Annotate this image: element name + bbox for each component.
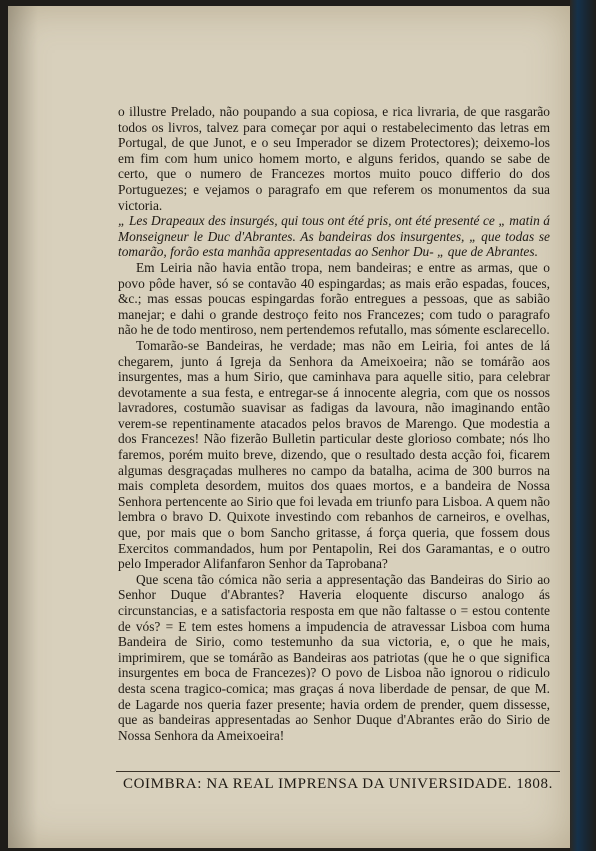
colophon: COIMBRA: NA REAL IMPRENSA DA UNIVERSIDADE. 1808. — [116, 771, 560, 793]
page-fold-shadow — [8, 6, 38, 848]
paragraph-3: Em Leiria não havia então tropa, nem bandeiras; e entre as armas, que o povo pôde haver, só se contavão 40 espingardas; as mais erão espadas, fouces, &c.; mas essas poucas espingardas forão entregues a pessoas, que as sabião manejar; e dahi o grande destroço feito nos Francezes; com tudo o paragrafo não he de todo mentiroso, nem pertendemos refutallo, mas sómente esclarecello. — [118, 259, 550, 338]
body-text — [118, 104, 550, 743]
paragraph-2-quote: „ Les Drapeaux des insurgés, qui tous ont été pris, ont été presenté ce „ matin á Monseigneur le Duc d'Abrantes. As bandeiras dos insurgentes, „ que todas se tomarão, forão esta manhãa appresentadas ao Senhor Du- „ que de Abrantes. — [118, 213, 550, 260]
book-edge — [570, 0, 596, 851]
paragraph-1: o illustre Prelado, não poupando a sua copiosa, e rica livraria, de que rasgarão todos os livros, talvez para começar por aqui o restabelecimento das letras em Portugal, de que Junot, e o seu Imperador se dizem Protectores); deixemo-los em fim com hum unico homem morto, e alguns feridos, quando se sabe de certo, que o numero de Francezes mortos muito pouco differio do dos Portuguezes; e vejamos o paragrafo em que referem os monumentos da sua victoria. — [118, 104, 550, 213]
book-page — [8, 6, 570, 848]
paragraph-5: Que scena tão cómica não seria a appresentação das Bandeiras do Sirio ao Senhor Duque d'Abrantes? Haveria eloquente discurso analogo ás circunstancias, e a satisfactoria resposta em que não faltasse o = estou contente de vós? = E tem estes homens a impudencia de atravessar Lisboa com huma Bandeira de Sirio, como testemunho da sua victoria, e, o que he mais, imprimirem, que se tomárão as Bandeiras aos patriotas (que he o que significa insurgentes em boca de Francezes)? O povo de Lisboa não ignorou o ridiculo desta scena tragico-comica; mas graças á nova liberdade de pensar, de que M. de Lagarde nos queria fazer presente; havia ordem de prender, quem dissesse, que as bandeiras appresentadas ao Senhor Duque d'Abrantes erão do Sirio de Nossa Senhora da Ameixoeira! — [118, 571, 550, 743]
paragraph-4: Tomarão-se Bandeiras, he verdade; mas não em Leiria, foi antes de lá chegarem, junto á Igreja da Senhora da Ameixoeira; não se tomárão aos insurgentes, mas a hum Sirio, que caminhava para aquelle sitio, para celebrar devotamente a sua festa, e entregar-se á innocente alegria, com que os nossos lavradores, costumão suavisar as fadigas da lavoura, não imaginando então verem-se repentinamente atacados pelos bravos de Marengo. Que modestia a dos Francezes! Não fizerão Bulletin particular deste glorioso combate; nós lho faremos, porém muito breve, dizendo, que o resultado desta acção foi, ficarem algumas desgraçadas mulheres no campo da batalha, acima de 300 burros na mais completa desordem, muitos dos quaes mortos, e a bandeira de Nossa Senhora pertencente ao Sirio que foi levada em triunfo para Lisboa. A quem não lembra o bravo D. Quixote investindo com rebanhos de carneiros, e ovelhas, que, por mais que o bom Sancho gritasse, á força queria, que fossem dous Exercitos commandados, hum por Pentapolin, Rei dos Garamantas, e o outro pelo Imperador Alifanfaron Senhor da Taprobana? — [118, 337, 550, 572]
